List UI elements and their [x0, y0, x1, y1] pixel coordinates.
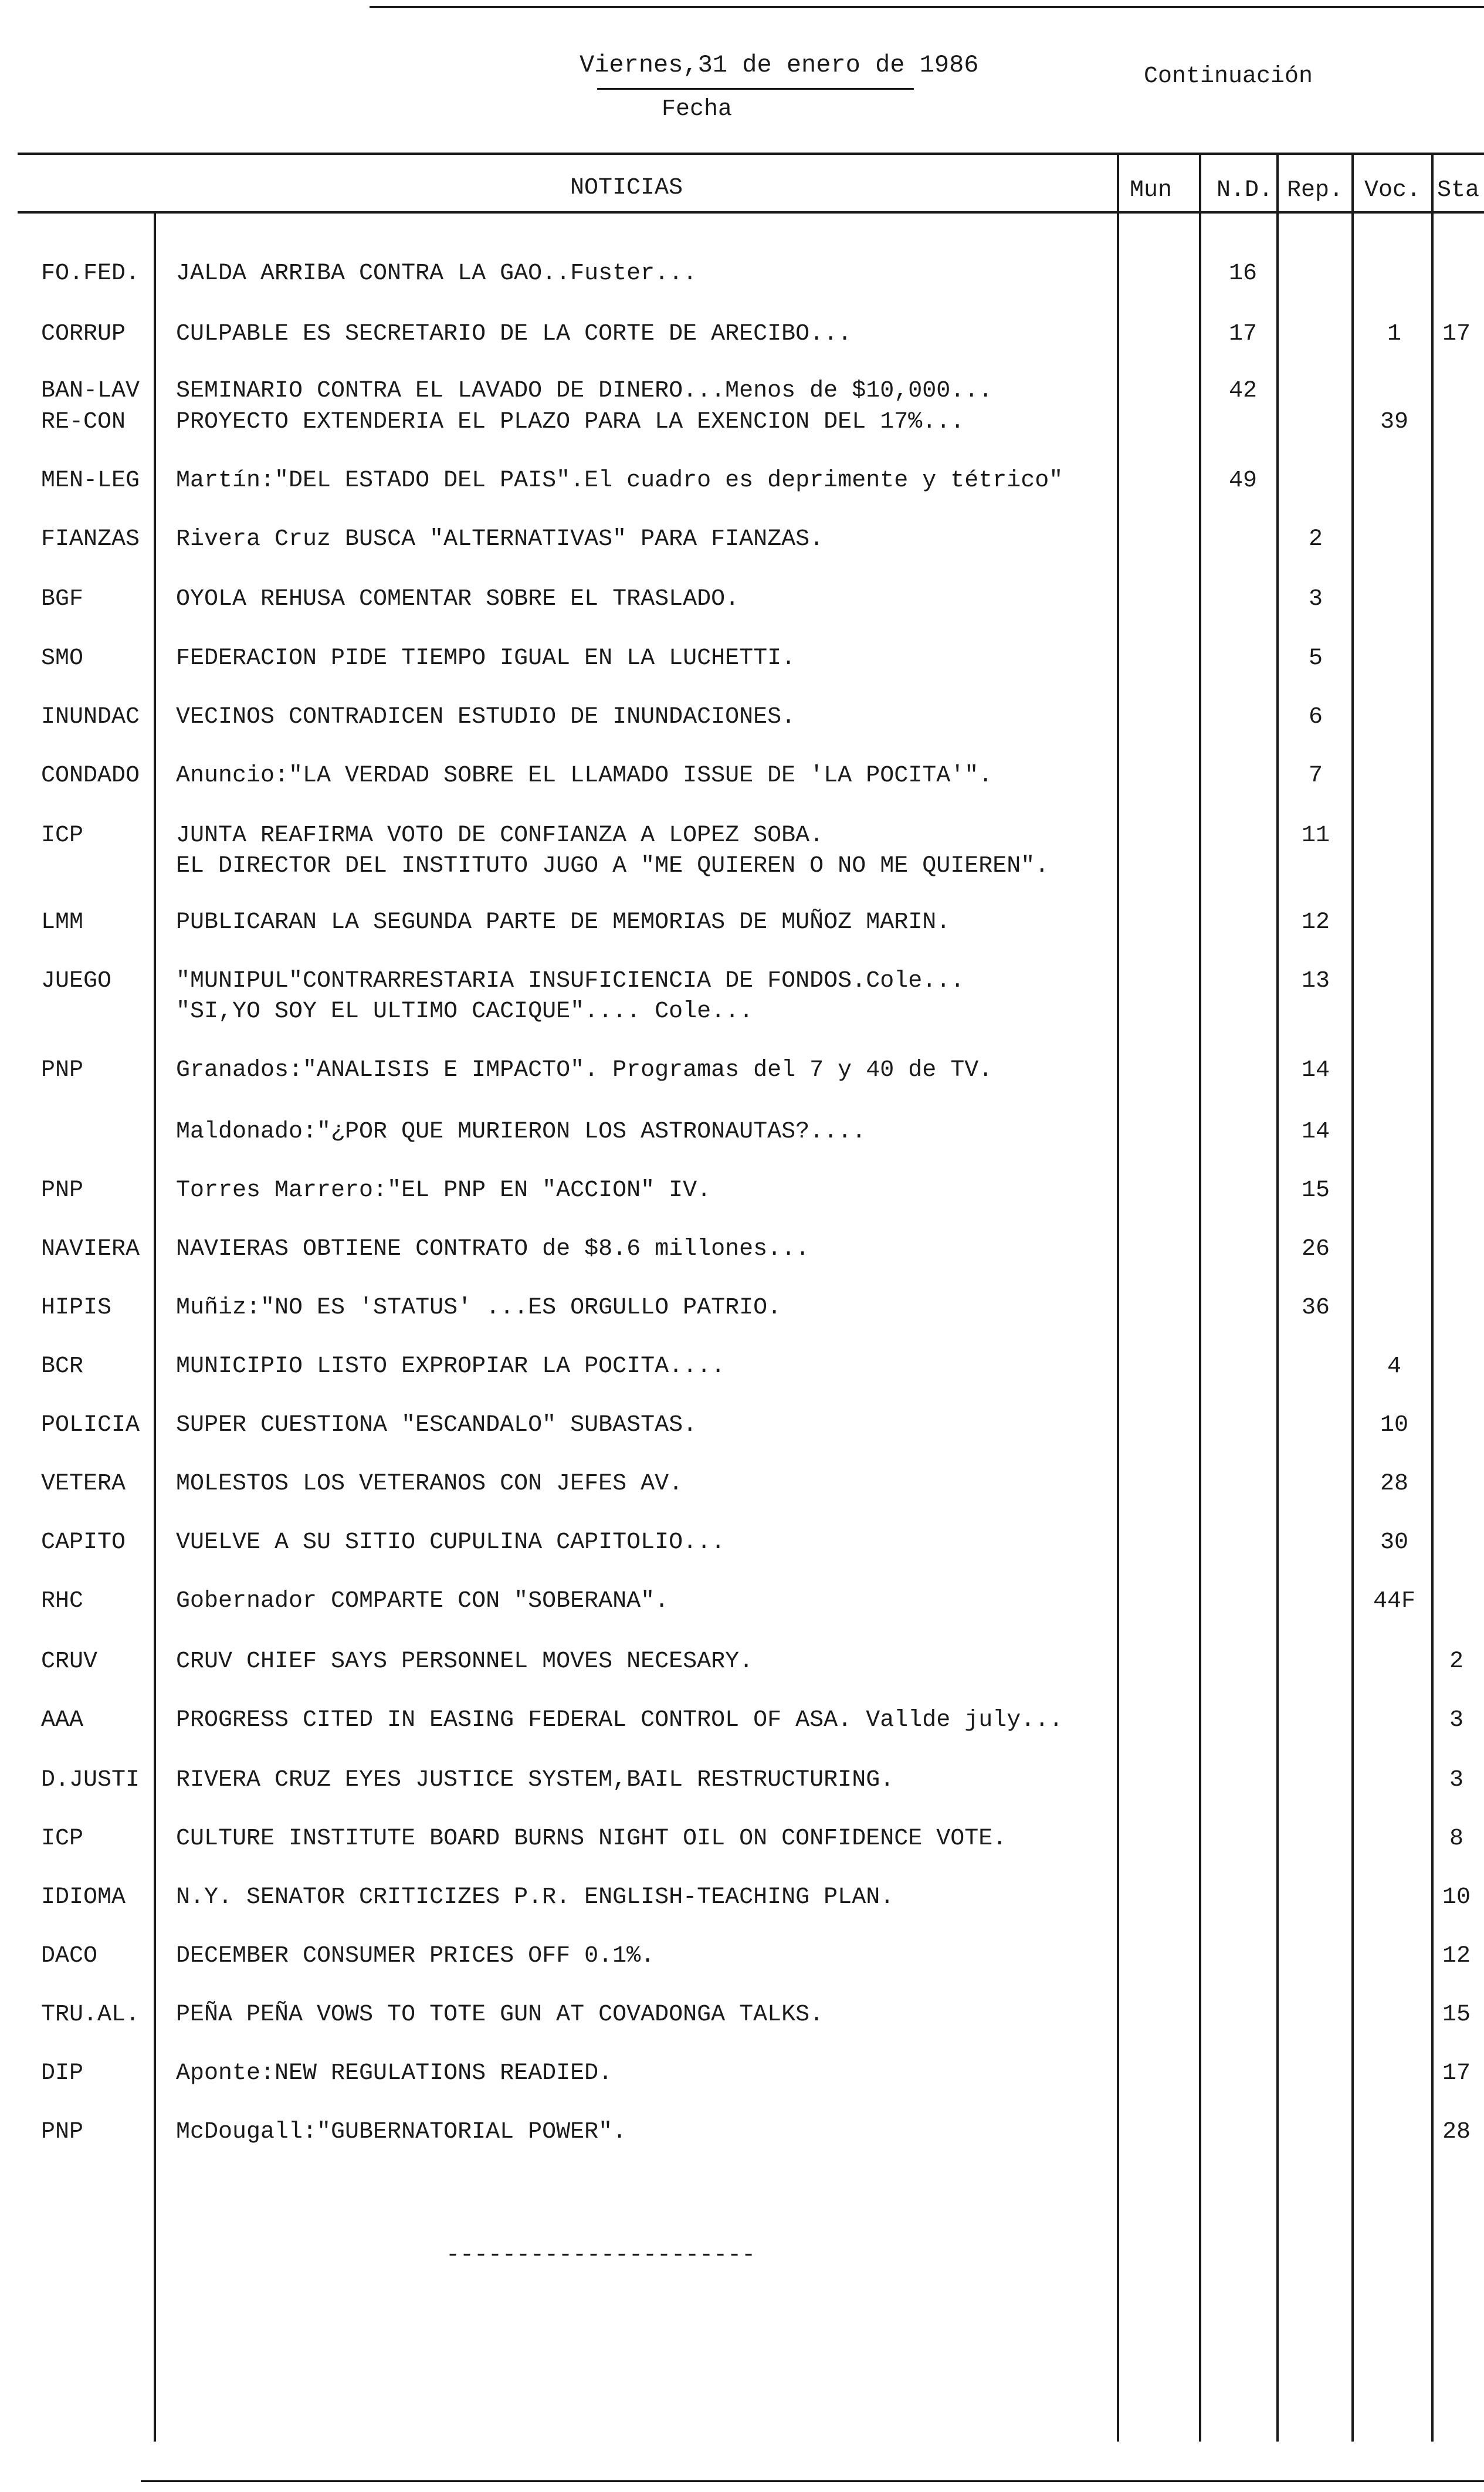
row-page-rep: 14	[1301, 1057, 1330, 1084]
column-header-voc: Voc.	[1364, 177, 1421, 204]
row-page-sta: 2	[1449, 1648, 1463, 1675]
row-section-code: CRUV	[41, 1648, 98, 1675]
row-section-code: ICP	[41, 1826, 84, 1852]
table-top-rule	[18, 153, 1484, 155]
column-header-nd: N.D.	[1217, 177, 1273, 204]
row-section-code: JUEGO	[41, 968, 112, 994]
row-headline: PUBLICARAN LA SEGUNDA PARTE DE MEMORIAS DE MUÑOZ MARIN.	[176, 909, 951, 936]
row-headline: PROGRESS CITED IN EASING FEDERAL CONTROL OF ASA. Vallde july...	[176, 1707, 1063, 1733]
row-headline: Martín:"DEL ESTADO DEL PAIS".El cuadro es deprimente y tétrico"	[176, 468, 1063, 494]
row-section-code: BGF	[41, 586, 84, 612]
date-caption: Fecha	[662, 96, 733, 123]
row-page-sta: 3	[1449, 1767, 1463, 1793]
row-page-voc: 10	[1380, 1412, 1408, 1438]
row-headline: Anuncio:"LA VERDAD SOBRE EL LLAMADO ISSUE DE 'LA POCITA'".	[176, 763, 993, 789]
row-headline: CULTURE INSTITUTE BOARD BURNS NIGHT OIL ON CONFIDENCE VOTE.	[176, 1826, 1007, 1852]
column-divider-sta	[1431, 154, 1434, 2442]
continuation-label: Continuación	[1144, 63, 1313, 90]
row-section-code: IDIOMA	[41, 1884, 126, 1911]
row-headline: "SI,YO SOY EL ULTIMO CACIQUE".... Cole...	[176, 998, 754, 1025]
row-section-code: CONDADO	[41, 763, 140, 789]
row-section-code: ICP	[41, 822, 84, 849]
row-page-sta: 8	[1449, 1826, 1463, 1852]
row-headline: MUNICIPIO LISTO EXPROPIAR LA POCITA....	[176, 1353, 726, 1380]
row-headline: OYOLA REHUSA COMENTAR SOBRE EL TRASLADO.	[176, 586, 740, 612]
row-headline: JALDA ARRIBA CONTRA LA GAO..Fuster...	[176, 260, 697, 287]
column-divider-nd	[1199, 154, 1201, 2442]
row-section-code: RE-CON	[41, 409, 126, 435]
row-section-code: VETERA	[41, 1471, 126, 1497]
row-headline: SEMINARIO CONTRA EL LAVADO DE DINERO...Menos de $10,000...	[176, 378, 993, 404]
row-page-voc: 1	[1387, 321, 1401, 347]
row-page-voc: 44F	[1373, 1588, 1415, 1614]
row-headline: PROYECTO EXTENDERIA EL PLAZO PARA LA EXENCION DEL 17%...	[176, 409, 965, 435]
column-header-rep: Rep.	[1287, 177, 1344, 204]
row-headline: CULPABLE ES SECRETARIO DE LA CORTE DE ARECIBO...	[176, 321, 852, 347]
row-headline: Aponte:NEW REGULATIONS READIED.	[176, 2060, 613, 2087]
row-section-code: AAA	[41, 1707, 84, 1733]
row-section-code: TRU.AL.	[41, 2002, 140, 2028]
row-section-code: PNP	[41, 2119, 84, 2145]
row-page-sta: 10	[1442, 1884, 1471, 1911]
row-headline: EL DIRECTOR DEL INSTITUTO JUGO A "ME QUIEREN O NO ME QUIEREN".	[176, 853, 1049, 879]
row-page-sta: 17	[1442, 2060, 1471, 2087]
row-page-nd: 42	[1228, 378, 1257, 404]
row-headline: CRUV CHIEF SAYS PERSONNEL MOVES NECESARY.	[176, 1648, 754, 1675]
row-section-code: FIANZAS	[41, 526, 140, 553]
page-date: Viernes,31 de enero de 1986	[580, 51, 979, 79]
row-page-rep: 7	[1308, 763, 1323, 789]
row-section-code: DIP	[41, 2060, 84, 2087]
row-headline: McDougall:"GUBERNATORIAL POWER".	[176, 2119, 627, 2145]
row-page-voc: 4	[1387, 1353, 1401, 1380]
row-page-rep: 11	[1301, 822, 1330, 849]
row-page-rep: 13	[1301, 968, 1330, 994]
footer-dashed-rule: ----------------------	[446, 2242, 756, 2268]
top-rule	[370, 6, 1484, 8]
row-headline: VUELVE A SU SITIO CUPULINA CAPITOLIO...	[176, 1529, 726, 1556]
row-page-nd: 49	[1228, 468, 1257, 494]
date-underline	[597, 88, 914, 90]
row-section-code: BAN-LAV	[41, 378, 140, 404]
column-header-sta: Sta	[1437, 177, 1480, 204]
row-page-sta: 28	[1442, 2119, 1471, 2145]
row-section-code: DACO	[41, 1943, 98, 1969]
column-divider-code	[154, 212, 156, 2442]
row-section-code: RHC	[41, 1588, 84, 1614]
row-headline: FEDERACION PIDE TIEMPO IGUAL EN LA LUCHETTI.	[176, 645, 796, 672]
row-section-code: POLICIA	[41, 1412, 140, 1438]
row-section-code: HIPIS	[41, 1295, 112, 1321]
row-headline: Gobernador COMPARTE CON "SOBERANA".	[176, 1588, 669, 1614]
row-headline: MOLESTOS LOS VETERANOS CON JEFES AV.	[176, 1471, 683, 1497]
row-section-code: PNP	[41, 1057, 84, 1084]
row-page-sta: 12	[1442, 1943, 1471, 1969]
row-page-voc: 30	[1380, 1529, 1408, 1556]
row-section-code: SMO	[41, 645, 84, 672]
row-section-code: CAPITO	[41, 1529, 126, 1556]
row-page-voc: 39	[1380, 409, 1408, 435]
row-headline: SUPER CUESTIONA "ESCANDALO" SUBASTAS.	[176, 1412, 697, 1438]
row-section-code: PNP	[41, 1177, 84, 1204]
row-headline: RIVERA CRUZ EYES JUSTICE SYSTEM,BAIL RESTRUCTURING.	[176, 1767, 895, 1793]
row-page-rep: 2	[1308, 526, 1323, 553]
row-headline: Muñiz:"NO ES 'STATUS' ...ES ORGULLO PATRIO.	[176, 1295, 782, 1321]
row-page-sta: 17	[1442, 321, 1471, 347]
row-page-nd: 16	[1228, 260, 1257, 287]
row-headline: Torres Marrero:"EL PNP EN "ACCION" IV.	[176, 1177, 711, 1204]
row-headline: DECEMBER CONSUMER PRICES OFF 0.1%.	[176, 1943, 655, 1969]
row-section-code: NAVIERA	[41, 1236, 140, 1262]
row-page-rep: 6	[1308, 704, 1323, 730]
row-page-rep: 14	[1301, 1119, 1330, 1145]
row-page-rep: 3	[1308, 586, 1323, 612]
bottom-rule	[141, 2480, 1484, 2482]
row-page-sta: 3	[1449, 1707, 1463, 1733]
row-page-rep: 36	[1301, 1295, 1330, 1321]
row-page-voc: 28	[1380, 1471, 1408, 1497]
row-section-code: FO.FED.	[41, 260, 140, 287]
row-section-code: LMM	[41, 909, 84, 936]
row-section-code: BCR	[41, 1353, 84, 1380]
row-headline: JUNTA REAFIRMA VOTO DE CONFIANZA A LOPEZ SOBA.	[176, 822, 824, 849]
row-headline: NAVIERAS OBTIENE CONTRATO de $8.6 millones...	[176, 1236, 810, 1262]
row-section-code: MEN-LEG	[41, 468, 140, 494]
column-divider-mun	[1117, 154, 1119, 2442]
row-page-sta: 15	[1442, 2002, 1471, 2028]
row-headline: N.Y. SENATOR CRITICIZES P.R. ENGLISH-TEACHING PLAN.	[176, 1884, 895, 1911]
row-headline: Granados:"ANALISIS E IMPACTO". Programas del 7 y 40 de TV.	[176, 1057, 993, 1084]
row-section-code: D.JUSTI	[41, 1767, 140, 1793]
row-section-code: CORRUP	[41, 321, 126, 347]
row-headline: VECINOS CONTRADICEN ESTUDIO DE INUNDACIONES.	[176, 704, 796, 730]
table-header-rule	[18, 211, 1484, 214]
row-page-rep: 15	[1301, 1177, 1330, 1204]
row-section-code: INUNDAC	[41, 704, 140, 730]
column-header-noticias: NOTICIAS	[570, 175, 683, 201]
row-headline: Maldonado:"¿POR QUE MURIERON LOS ASTRONAUTAS?....	[176, 1119, 866, 1145]
row-page-rep: 26	[1301, 1236, 1330, 1262]
column-header-mun: Mun	[1130, 177, 1173, 204]
row-page-rep: 12	[1301, 909, 1330, 936]
row-page-rep: 5	[1308, 645, 1323, 672]
row-page-nd: 17	[1228, 321, 1257, 347]
row-headline: Rivera Cruz BUSCA "ALTERNATIVAS" PARA FIANZAS.	[176, 526, 824, 553]
row-headline: PEÑA PEÑA VOWS TO TOTE GUN AT COVADONGA TALKS.	[176, 2002, 824, 2028]
row-headline: "MUNIPUL"CONTRARRESTARIA INSUFICIENCIA DE FONDOS.Cole...	[176, 968, 965, 994]
